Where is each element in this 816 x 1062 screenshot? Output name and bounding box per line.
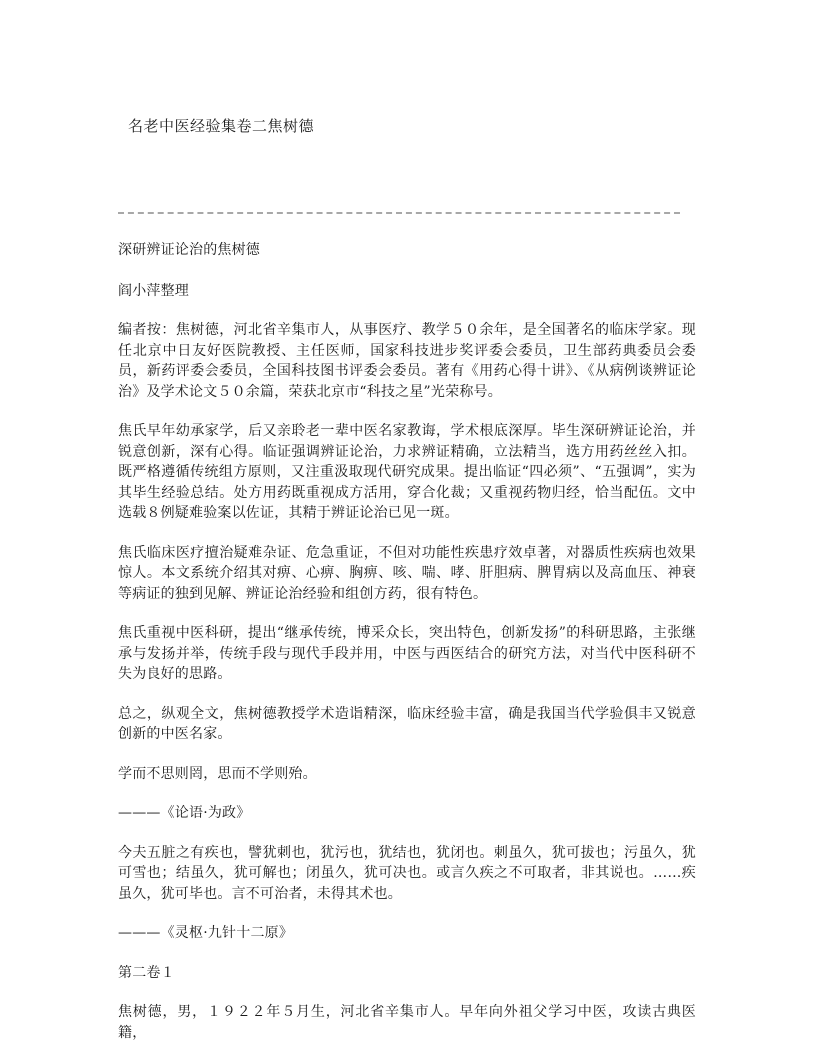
quote-text: 学而不思则罔，思而不学则殆。	[118, 765, 317, 782]
body-paragraph: 焦氏临床医疗擅治疑难杂证、危急重证，不但对功能性疾患疗效卓著，对器质性疾病也效果惊人。本文系统介绍其对痹、心痹、胸痹、咳、喘、哮、肝胆病、脾胃病以及高血压、神衰等病证的独到见解、辨证论治经验和组创方药，很有特色。	[118, 544, 696, 602]
document-title: 名老中医经验集卷二焦树德	[128, 117, 315, 135]
quote-text: 今夫五脏之有疾也，譬犹刺也，犹污也，犹结也，犹闭也。刺虽久，犹可拔也；污虽久，犹可雪也；结虽久，犹可解也；闭虽久，犹可决也。或言久疾之不可取者，非其说也。……疾虽久，犹可毕也。言不可治者，未得其术也。	[118, 844, 696, 902]
section-heading: 第二卷１	[118, 964, 175, 981]
body-paragraph: 焦氏早年幼承家学，后又亲聆老一辈中医名家教诲，学术根底深厚。毕生深研辨证论治，并锐意创新，深有心得。临证强调辨证论治，力求辨证精确，立法精当，选方用药丝丝入扣。既严格遵循传统组方原则，又注重汲取现代研究成果。提出临证“四必须”、“五强调”，实为其毕生经验总结。处方用药既重视成方活用，穿合化裁；又重视药物归经，恰当配伍。文中选载８例疑难验案以佐证，其精于辨证论治已见一斑。	[118, 423, 696, 521]
compiler-credit: 阎小萍整理	[118, 282, 189, 299]
quote-source: ———《灵枢·九针十二原》	[118, 925, 294, 941]
article-title: 深研辨证论治的焦树德	[118, 242, 260, 258]
dashed-divider	[118, 212, 680, 214]
body-paragraph: 焦树德，男，１９２２年５月生，河北省辛集市人。早年向外祖父学习中医，攻读古典医籍，	[118, 1004, 696, 1041]
document-body	[118, 240, 696, 1062]
editor-note-paragraph: 编者按：焦树德，河北省辛集市人，从事医疗、教学５０余年，是全国著名的临床学家。现任北京中日友好医院教授、主任医师，国家科技进步奖评委会委员，卫生部药典委员会委员，新药评委会委员，全国科技图书评委会委员。著有《用药心得十讲》、《从病例谈辨证论治》及学术论文５０余篇，荣获北京市“科技之星”光荣称号。	[118, 322, 696, 400]
quote-source: ———《论语·为政》	[118, 805, 251, 821]
body-paragraph: 焦氏重视中医科研，提出“继承传统，博采众长，突出特色，创新发扬”的科研思路，主张继承与发扬并举，传统手段与现代手段并用，中医与西医结合的研究方法，对当代中医科研不失为良好的思路。	[118, 625, 696, 682]
body-paragraph: 总之，纵观全文，焦树德教授学术造诣精深，临床经验丰富，确是我国当代学验俱丰又锐意创新的中医名家。	[118, 705, 696, 742]
